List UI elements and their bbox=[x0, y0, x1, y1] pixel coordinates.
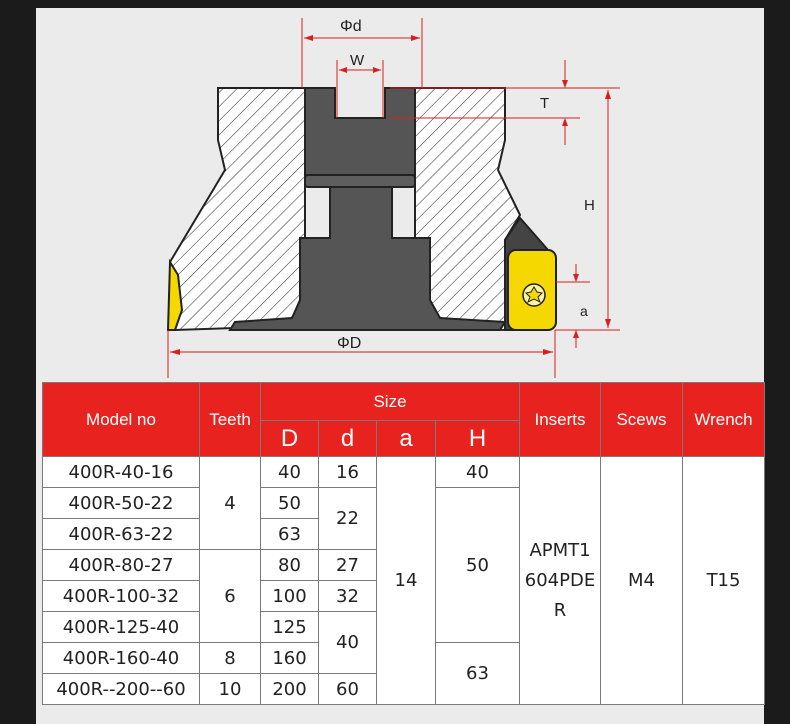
d-cell: 40 bbox=[319, 612, 377, 674]
header-model: Model no bbox=[43, 383, 200, 457]
d-cell: 16 bbox=[319, 457, 377, 488]
model-cell: 400R--200--60 bbox=[43, 674, 200, 705]
h-label: H bbox=[584, 197, 595, 214]
w-label: W bbox=[350, 52, 365, 69]
wrench-cell: T15 bbox=[683, 457, 765, 705]
model-cell: 400R-160-40 bbox=[43, 643, 200, 674]
header-screws: Scews bbox=[601, 383, 683, 457]
spec-table bbox=[42, 382, 765, 705]
D-cell: 50 bbox=[261, 488, 319, 519]
D-cell: 160 bbox=[261, 643, 319, 674]
H-cell: 63 bbox=[436, 643, 520, 705]
D-cell: 63 bbox=[261, 519, 319, 550]
header-size: Size bbox=[261, 383, 520, 421]
H-cell: 50 bbox=[436, 488, 520, 643]
H-cell: 40 bbox=[436, 457, 520, 488]
model-cell: 400R-125-40 bbox=[43, 612, 200, 643]
D-cell: 125 bbox=[261, 612, 319, 643]
header-d: d bbox=[319, 421, 377, 457]
teeth-cell: 4 bbox=[200, 457, 261, 550]
D-cell: 200 bbox=[261, 674, 319, 705]
header-H: H bbox=[436, 421, 520, 457]
inserts-cell: APMT1 604PDE R bbox=[520, 457, 601, 705]
D-cell: 80 bbox=[261, 550, 319, 581]
phi-D-label: ΦD bbox=[337, 335, 362, 352]
a-cell: 14 bbox=[377, 457, 436, 705]
D-cell: 100 bbox=[261, 581, 319, 612]
table-row bbox=[43, 457, 765, 488]
teeth-cell: 10 bbox=[200, 674, 261, 705]
screws-cell: M4 bbox=[601, 457, 683, 705]
model-cell: 400R-40-16 bbox=[43, 457, 200, 488]
model-cell: 400R-100-32 bbox=[43, 581, 200, 612]
d-cell: 32 bbox=[319, 581, 377, 612]
teeth-cell: 8 bbox=[200, 643, 261, 674]
header-inserts: Inserts bbox=[520, 383, 601, 457]
header-wrench: Wrench bbox=[683, 383, 765, 457]
d-cell: 22 bbox=[319, 488, 377, 550]
d-cell: 60 bbox=[319, 674, 377, 705]
model-cell: 400R-80-27 bbox=[43, 550, 200, 581]
model-cell: 400R-50-22 bbox=[43, 488, 200, 519]
model-cell: 400R-63-22 bbox=[43, 519, 200, 550]
bore-groove bbox=[305, 175, 415, 187]
teeth-cell: 6 bbox=[200, 550, 261, 643]
header-D: D bbox=[261, 421, 319, 457]
t-label: T bbox=[540, 95, 550, 112]
D-cell: 40 bbox=[261, 457, 319, 488]
header-teeth: Teeth bbox=[200, 383, 261, 457]
phi-d-label: Φd bbox=[340, 18, 362, 35]
d-cell: 27 bbox=[319, 550, 377, 581]
a-label: a bbox=[580, 303, 588, 319]
header-a: a bbox=[377, 421, 436, 457]
body-left-section bbox=[170, 88, 305, 330]
